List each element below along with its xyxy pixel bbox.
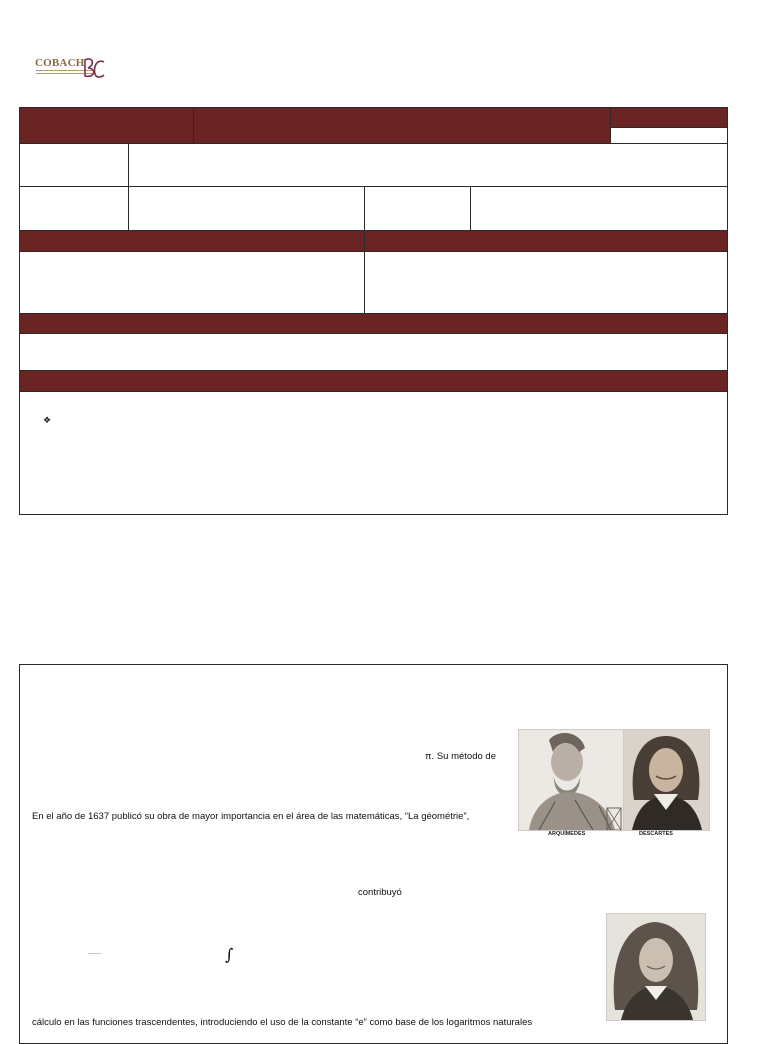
last-line-text: cálculo en las funciones trascendentes, introduciendo el uso de la constante “e” como base de los logaritmos naturales: [32, 1017, 533, 1028]
section-header-full-2: [20, 370, 727, 391]
section-header-full-1: [20, 313, 727, 333]
pi-text: π. Su método de: [425, 751, 496, 762]
caption-descartes: DESCARTES: [639, 831, 673, 837]
header-cell-3-value: [610, 127, 727, 143]
arquimedes-portrait: [518, 729, 625, 831]
section-body-full-1: [20, 333, 727, 370]
newton-portrait: [606, 913, 706, 1021]
section-header-left: [20, 230, 364, 251]
label-cell-row3b: [364, 186, 470, 230]
section-body-right: [364, 251, 727, 313]
faint-rule: [88, 953, 102, 954]
label-cell-row2: [20, 143, 128, 186]
integral-symbol: ∫: [225, 945, 234, 964]
document-form-table: [19, 107, 728, 515]
value-cell-row3b: [470, 186, 727, 230]
logo-monogram-icon: [82, 56, 106, 80]
paragraph-1637: En el año de 1637 publicó su obra de mayor importancia en el área de las matemáticas, “La géométrie”,: [32, 811, 470, 822]
diamond-bullet-icon: ❖: [43, 415, 52, 425]
cobach-logo: [34, 54, 114, 82]
header-cell-3: [610, 108, 727, 128]
descartes-portrait: [623, 729, 710, 831]
logo-wordmark: COBACH: [35, 57, 85, 69]
section-body-full-2: [20, 391, 727, 514]
article-box: [19, 664, 728, 1044]
contribuyo-text: contribuyó: [358, 887, 402, 898]
label-cell-row3: [20, 186, 128, 230]
caption-arquimedes: ARQUÍMEDES: [548, 831, 586, 837]
header-cell-2: [193, 108, 611, 143]
header-cell-1: [20, 108, 193, 143]
section-header-right: [364, 230, 727, 251]
value-cell-row2: [128, 143, 727, 186]
value-cell-row3a: [128, 186, 364, 230]
section-body-left: [20, 251, 364, 313]
